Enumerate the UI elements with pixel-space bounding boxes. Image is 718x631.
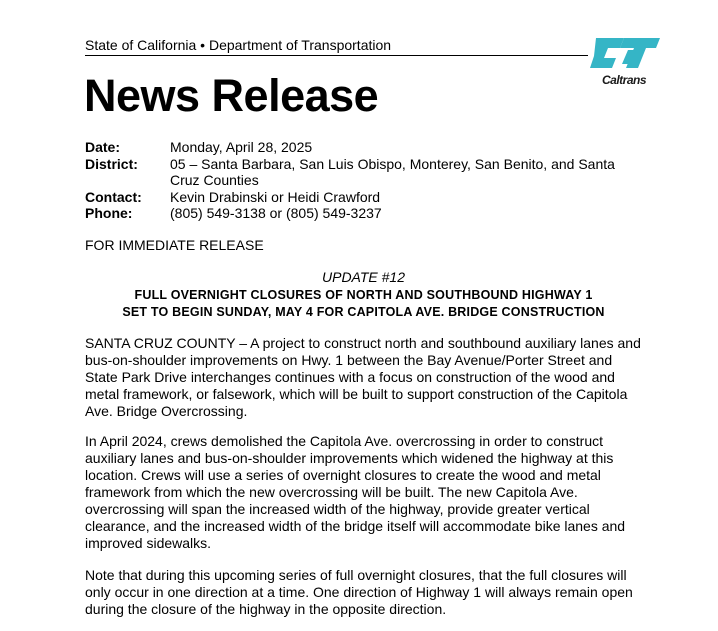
body-paragraph-2 bbox=[85, 433, 642, 552]
phone-label: Phone: bbox=[85, 205, 133, 221]
page-title: News Release bbox=[84, 70, 379, 121]
headline bbox=[85, 287, 642, 321]
date-label: Date: bbox=[85, 139, 121, 155]
body-paragraph-3 bbox=[85, 567, 642, 618]
district-value: 05 – Santa Barbara, San Luis Obispo, Monterey, San Benito, and Santa Cruz Counties bbox=[170, 155, 615, 188]
phone-value: (805) 549-3138 or (805) 549-3237 bbox=[170, 205, 382, 221]
caltrans-wordmark: Caltrans bbox=[602, 73, 647, 87]
paragraph-text: SANTA CRUZ COUNTY – A project to construct north and southbound auxiliary lanes and bus-on-shoulder improvements on Hwy. 1 between the Bay Avenue/Porter Street and State Park Drive interchanges continues with a focus on construction of the wood and metal framework, or falsework, which will be built to support construction of the Capitola Ave. Bridge Overcrossing. bbox=[85, 335, 641, 419]
district-row bbox=[85, 156, 645, 189]
update-label: UPDATE #12 bbox=[322, 269, 405, 285]
district-label: District: bbox=[85, 155, 138, 172]
release-note: FOR IMMEDIATE RELEASE bbox=[85, 237, 264, 253]
headline-line-1: FULL OVERNIGHT CLOSURES OF NORTH AND SOUTHBOUND HIGHWAY 1 bbox=[134, 288, 593, 302]
body-paragraph-1 bbox=[85, 335, 642, 420]
headline-line-2: SET TO BEGIN SUNDAY, MAY 4 FOR CAPITOLA AVE. BRIDGE CONSTRUCTION bbox=[122, 305, 605, 319]
date-row bbox=[85, 139, 645, 156]
agency-line: State of California • Department of Transportation bbox=[85, 36, 588, 56]
date-value: Monday, April 28, 2025 bbox=[170, 139, 313, 155]
paragraph-text: Note that during this upcoming series of full overnight closures, that the full closures will only occur in one direction at a time. One direction of Highway 1 will always remain open during the closure of the highway in the opposite direction. bbox=[85, 567, 633, 617]
phone-row bbox=[85, 205, 645, 222]
contact-label: Contact: bbox=[85, 188, 142, 205]
contact-row bbox=[85, 189, 645, 206]
release-metadata bbox=[85, 139, 645, 222]
paragraph-text: In April 2024, crews demolished the Capitola Ave. overcrossing in order to construct auxiliary lanes and bus-on-shoulder improvements which widened the highway at this location. Crews will use a series of overnight closures to create the wood and metal framework from which the new overcrossing will be built. The new Capitola Ave. overcrossing will span the increased width of the highway, provide greater vertical clearance, and the increased width of the bridge itself will accommodate bike lanes and improved sidewalks. bbox=[85, 433, 626, 551]
contact-value: Kevin Drabinski or Heidi Crawford bbox=[170, 188, 381, 205]
